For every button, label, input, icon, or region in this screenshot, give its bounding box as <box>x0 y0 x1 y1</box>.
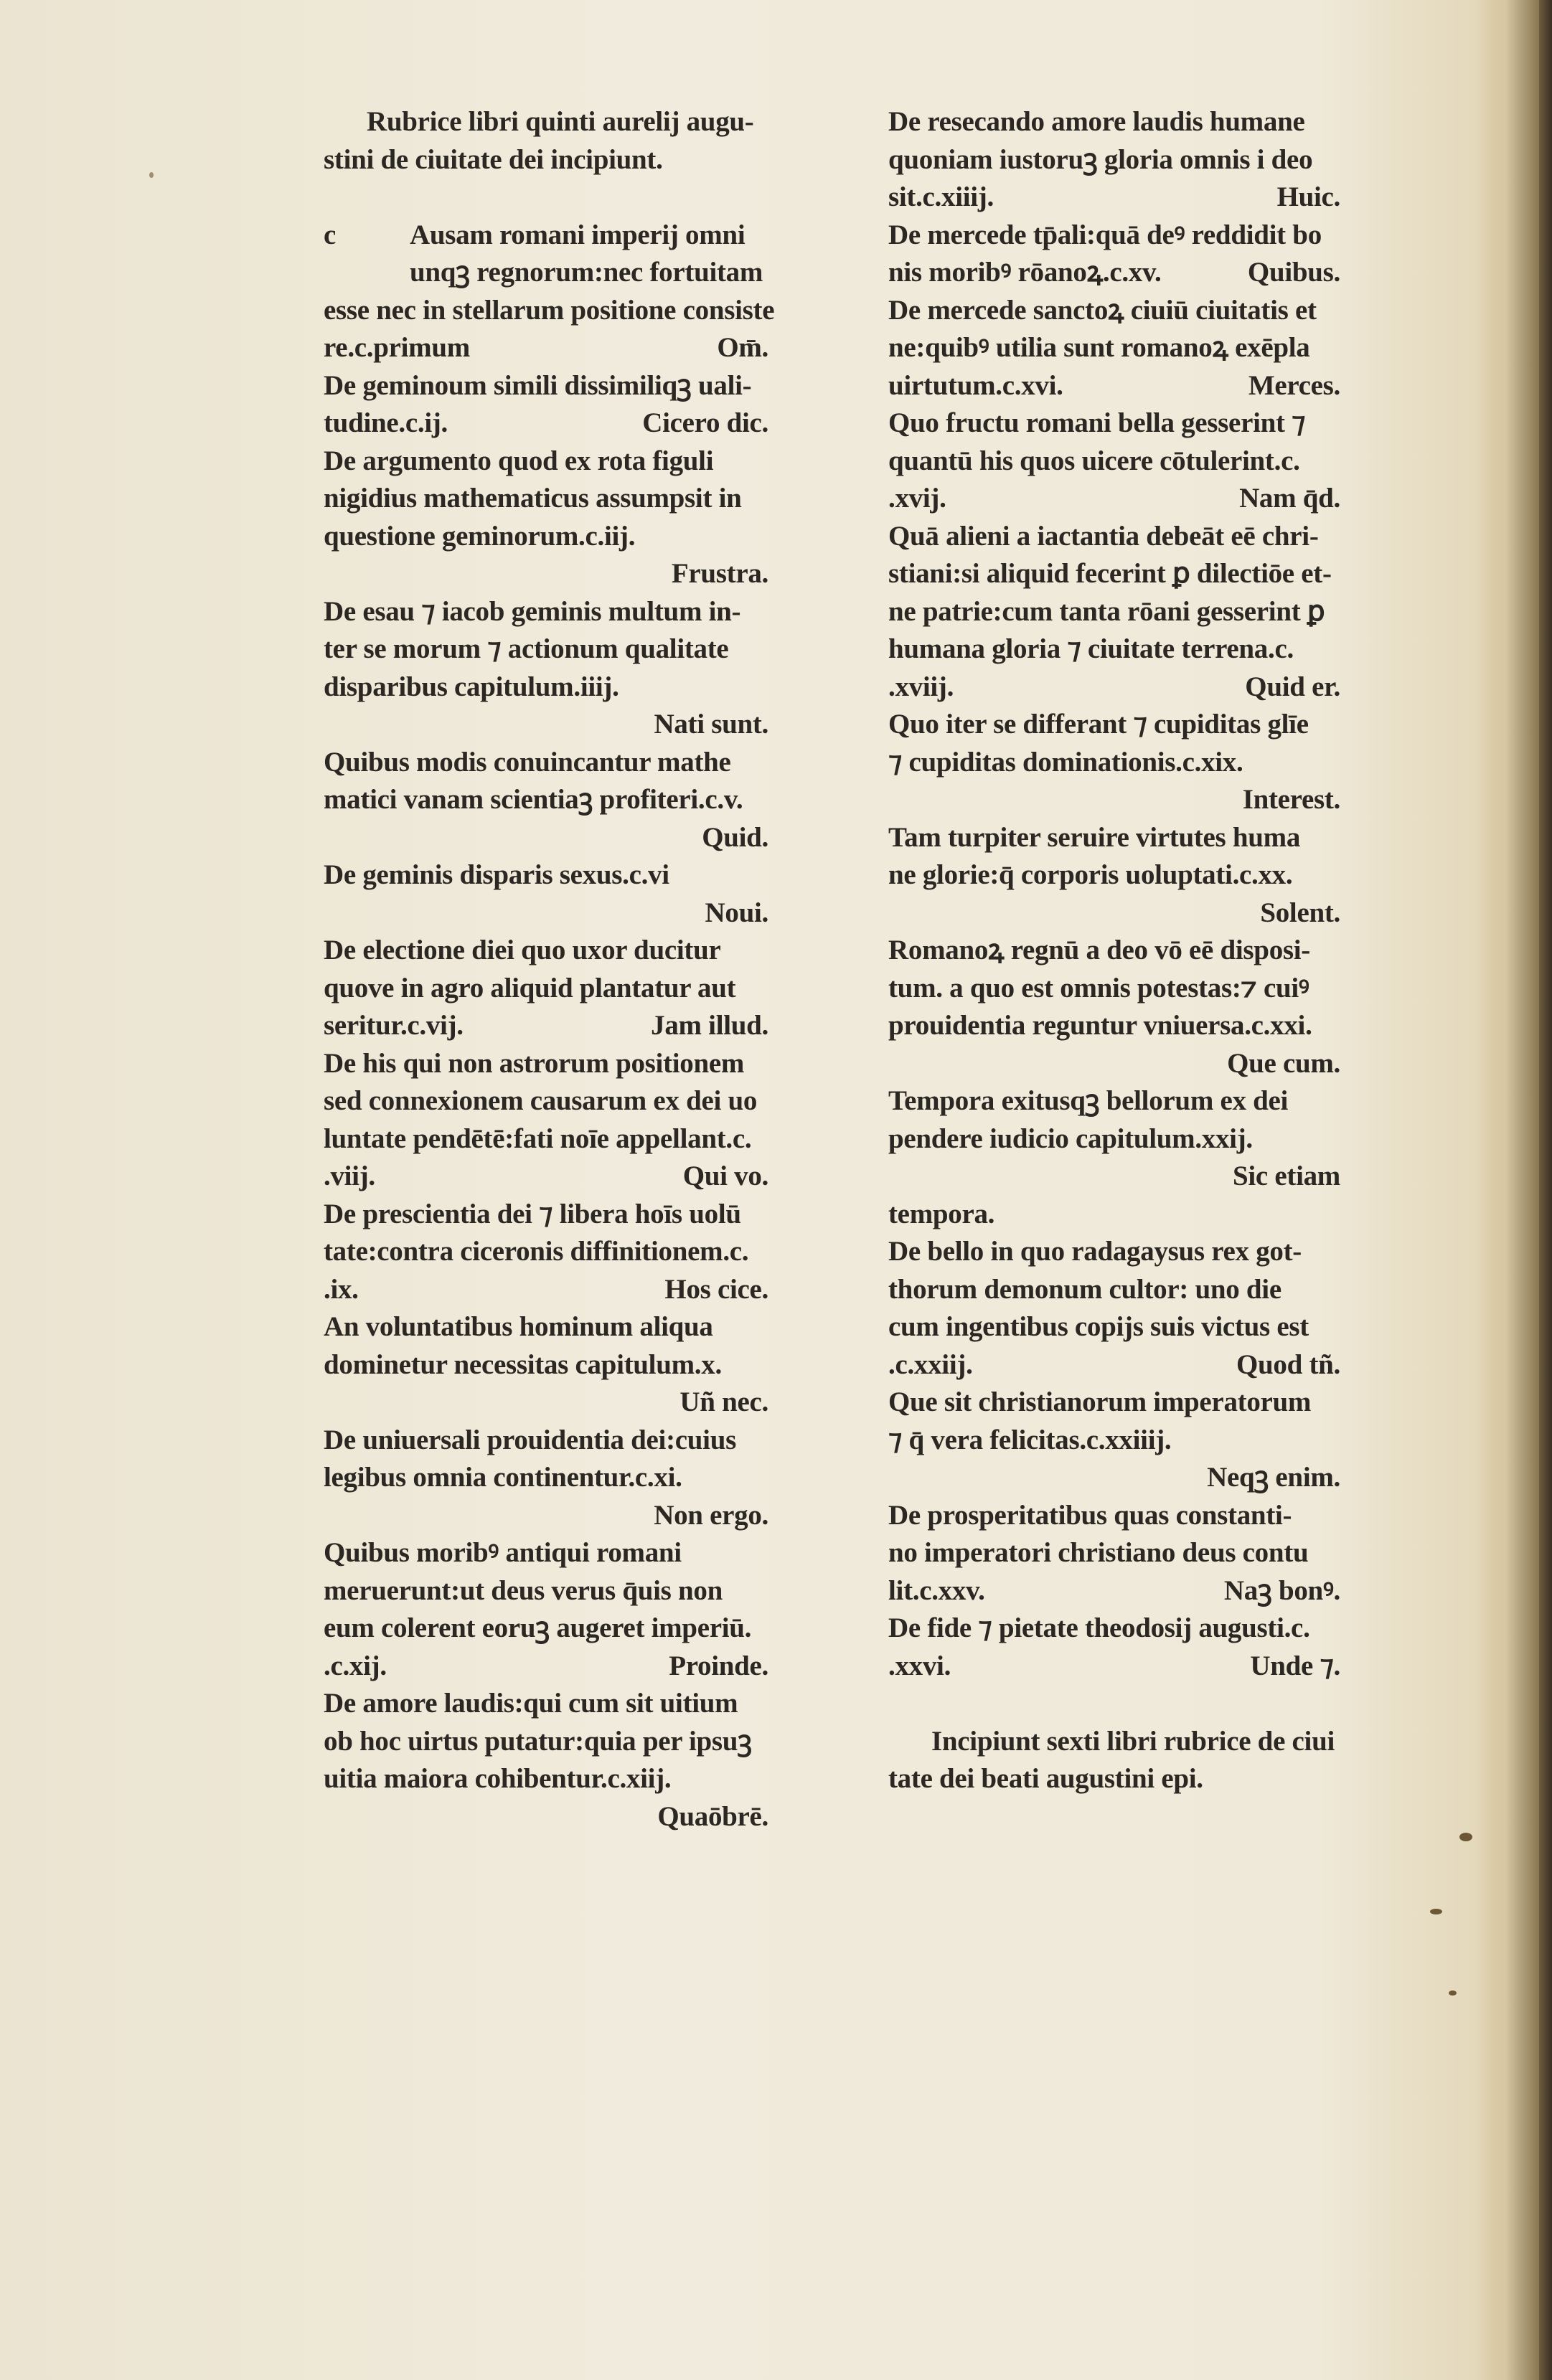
text-line <box>888 1045 1355 1083</box>
text-line <box>888 932 1355 970</box>
line-text: cum ingentibus copijs suis victus est <box>888 1311 1309 1342</box>
text-line <box>324 593 783 631</box>
line-text: sit.c.xiiij. <box>888 181 994 212</box>
line-text: De his qui non astrorum positionem <box>324 1047 745 1079</box>
text-line <box>888 367 1355 405</box>
chapter-incipit: Que cum. <box>1227 1047 1340 1079</box>
line-text: eum colerent eoruꝫ augeret imperiū. <box>324 1612 752 1643</box>
text-line <box>888 405 1355 443</box>
text-line <box>324 1346 783 1384</box>
chapter-incipit: Qui vo. <box>682 1161 768 1191</box>
text-line <box>324 1007 783 1045</box>
line-text: nigidius mathematicus assumpsit in <box>324 483 742 514</box>
line-text: Quo fructu romani bella gesserint ⁊ <box>888 407 1306 438</box>
text-line <box>888 1158 1355 1196</box>
text-line <box>888 179 1355 217</box>
chapter-incipit: Om̄. <box>717 332 768 363</box>
text-line <box>324 1422 783 1460</box>
line-text: uitia maiora cohibentur.c.xiij. <box>324 1763 672 1794</box>
text-line <box>324 254 783 292</box>
line-text: tate dei beati augustini epi. <box>888 1763 1203 1794</box>
line-text: ob hoc uirtus putatur:quia per ipsuꝫ <box>324 1725 752 1757</box>
text-line <box>888 518 1355 556</box>
line-text: De electione diei quo uxor ducitur <box>324 935 721 965</box>
text-line <box>888 1082 1355 1120</box>
line-text: De bello in quo radagaysus rex got- <box>888 1236 1302 1267</box>
line-text: legibus omnia continentur.c.xi. <box>324 1462 682 1493</box>
line-text: quoniam iustoruꝫ gloria omnis i deo <box>888 143 1313 175</box>
line-text: De prescientia dei ⁊ libera hoīs uolū <box>324 1198 741 1229</box>
text-line <box>324 1610 783 1648</box>
line-text: De esau ⁊ iacob geminis multum in- <box>324 595 741 627</box>
text-line <box>324 970 783 1008</box>
line-text: De prosperitatibus quas constanti- <box>888 1499 1292 1531</box>
line-text: esse nec in stellarum positione consiste <box>324 294 775 326</box>
line-text: De mercede sanctoꝝ ciuiū ciuitatis et <box>888 294 1317 326</box>
text-line <box>324 405 783 443</box>
text-line <box>324 781 783 819</box>
line-text: De geminis disparis sexus.c.vi <box>324 859 669 890</box>
text-line <box>888 555 1355 593</box>
line-text: De argumento quod ex rota figuli <box>324 445 714 476</box>
line-text: .xvij. <box>888 483 946 514</box>
line-text: ne glorie:q̄ corporis uoluptati.c.xx. <box>888 859 1293 890</box>
text-line <box>888 292 1355 330</box>
line-text: Quibus modis conuincantur mathe <box>324 746 731 778</box>
text-line <box>324 669 783 707</box>
text-line <box>888 1308 1355 1346</box>
line-text: Tam turpiter seruire virtutes huma <box>888 821 1301 853</box>
line-text: De amore laudis:qui cum sit uitium <box>324 1688 738 1719</box>
right-column <box>888 103 1355 1798</box>
line-text: ⁊ q̄ vera felicitas.c.xxiiij. <box>888 1424 1172 1455</box>
line-text: matici vanam scientiaꝫ profiteri.c.v. <box>324 784 743 815</box>
text-line <box>324 1196 783 1234</box>
line-text: Rubrice libri quinti aurelij augu- <box>367 106 754 137</box>
line-text: De fide ⁊ pietate theodosij augusti.c. <box>888 1612 1310 1643</box>
chapter-incipit: Uñ nec. <box>679 1387 768 1417</box>
text-line <box>324 141 783 179</box>
line-text: lit.c.xxv. <box>888 1574 985 1606</box>
text-line <box>324 1497 783 1535</box>
text-line <box>888 1723 1355 1761</box>
ink-spot <box>1430 1909 1442 1914</box>
line-text: Quo iter se differant ⁊ cupiditas glīe <box>888 709 1309 740</box>
line-text: nis moribꝰ rōanoꝝ.c.xv. <box>888 257 1162 288</box>
chapter-incipit: Jam illud. <box>651 1010 768 1041</box>
line-text: ter se morum ⁊ actionum qualitate <box>324 633 729 664</box>
text-line <box>324 856 783 894</box>
line-text: Ausam romani imperij omni <box>410 219 746 250</box>
text-line <box>324 1685 783 1723</box>
line-text: .viij. <box>324 1161 375 1191</box>
text-line <box>888 819 1355 857</box>
text-line <box>888 443 1355 481</box>
chapter-incipit: Quod tñ. <box>1236 1349 1340 1380</box>
line-text: .xviij. <box>888 671 954 702</box>
text-line <box>324 1648 783 1686</box>
text-line <box>324 1534 783 1572</box>
chapter-incipit: Non ergo. <box>654 1499 768 1531</box>
chapter-incipit: Unde ⁊. <box>1250 1650 1340 1681</box>
text-line <box>888 894 1355 932</box>
left-column <box>324 103 783 1836</box>
line-text: ne:quibꝰ utilia sunt romanoꝝ exēpla <box>888 332 1310 363</box>
chapter-incipit: Interest. <box>1242 784 1340 815</box>
line-text: .c.xxiij. <box>888 1349 973 1380</box>
text-line <box>888 1534 1355 1572</box>
text-line <box>888 1648 1355 1686</box>
text-line <box>888 1007 1355 1045</box>
line-text: seritur.c.vij. <box>324 1010 464 1041</box>
line-text: .xxvi. <box>888 1650 951 1681</box>
line-text: dominetur necessitas capitulum.x. <box>324 1349 722 1380</box>
line-text: thorum demonum cultor: uno die <box>888 1273 1281 1305</box>
chapter-incipit: Solent. <box>1260 897 1340 928</box>
text-line <box>888 669 1355 707</box>
text-line <box>324 518 783 556</box>
text-line <box>888 141 1355 179</box>
text-line <box>888 744 1355 782</box>
line-text: questione geminorum.c.iij. <box>324 520 636 552</box>
line-text: ⁊ cupiditas dominationis.c.xix. <box>888 746 1243 778</box>
text-line <box>888 1685 1355 1723</box>
line-text: pendere iudicio capitulum.xxij. <box>888 1123 1253 1154</box>
text-line <box>888 1346 1355 1384</box>
text-line <box>324 1271 783 1309</box>
line-text: tempora. <box>888 1198 995 1229</box>
text-line <box>324 480 783 518</box>
line-text: De uniuersali prouidentia dei:cuius <box>324 1424 736 1455</box>
text-line <box>324 1459 783 1497</box>
text-line <box>888 1459 1355 1497</box>
chapter-incipit: Proinde. <box>669 1650 768 1681</box>
text-line <box>888 1572 1355 1610</box>
line-text: luntate pendētē:fati noīe appellant.c. <box>324 1123 752 1154</box>
line-text: prouidentia reguntur vniuersa.c.xxi. <box>888 1010 1312 1041</box>
chapter-incipit: Frustra. <box>671 558 768 589</box>
text-line <box>324 1384 783 1422</box>
line-text: humana gloria ⁊ ciuitate terrena.c. <box>888 633 1294 664</box>
line-text: ne patrie:cum tanta rōani gesserint ꝑ <box>888 595 1325 627</box>
line-text: unqꝫ regnorum:nec fortuitam <box>410 257 763 288</box>
text-line <box>324 103 783 141</box>
line-text: Quibus moribꝰ antiqui romani <box>324 1537 682 1568</box>
text-line <box>888 1384 1355 1422</box>
line-text: Incipiunt sexti libri rubrice de ciui <box>931 1725 1335 1757</box>
text-line <box>888 1497 1355 1535</box>
text-line <box>324 819 783 857</box>
text-line <box>324 631 783 669</box>
text-line <box>888 631 1355 669</box>
line-text: An voluntatibus hominum aliqua <box>324 1311 713 1342</box>
text-line <box>324 1120 783 1158</box>
text-line <box>888 217 1355 255</box>
text-line <box>888 1422 1355 1460</box>
text-line <box>324 1723 783 1761</box>
line-text: .ix. <box>324 1273 359 1305</box>
text-line <box>888 1120 1355 1158</box>
line-text: Romanoꝝ regnū a deo vō eē disposi- <box>888 935 1310 965</box>
line-text: tudine.c.ij. <box>324 407 448 438</box>
text-line <box>324 894 783 932</box>
line-text: stiani:si aliquid fecerint ꝑ dilectiōe et- <box>888 558 1332 589</box>
chapter-incipit: Cicero dic. <box>642 407 768 438</box>
text-line <box>324 1572 783 1610</box>
text-line <box>324 179 783 217</box>
text-line <box>888 1271 1355 1309</box>
text-line <box>324 443 783 481</box>
text-line <box>888 593 1355 631</box>
line-text: quove in agro aliquid plantatur aut <box>324 972 736 1004</box>
chapter-incipit: Sic etiam <box>1232 1161 1340 1191</box>
text-line <box>324 1308 783 1346</box>
text-line <box>888 1196 1355 1234</box>
chapter-incipit: Quid. <box>702 821 768 853</box>
line-text: meruerunt:ut deus verus q̄uis non <box>324 1574 723 1606</box>
text-line <box>888 480 1355 518</box>
line-text: De mercede tp̄ali:quā deꝰ reddidit bo <box>888 219 1322 250</box>
line-text: Tempora exitusqꝫ bellorum ex dei <box>888 1085 1289 1116</box>
text-line <box>888 781 1355 819</box>
text-line <box>324 329 783 367</box>
line-content <box>324 217 745 255</box>
line-text: Quā alieni a iactantia debeāt eē chri- <box>888 520 1319 552</box>
text-line <box>324 706 783 744</box>
text-line <box>324 217 783 255</box>
guide-letter: c <box>324 219 337 250</box>
text-line <box>888 706 1355 744</box>
text-line <box>324 932 783 970</box>
ink-spot <box>1449 1991 1457 1996</box>
chapter-incipit: Quibus. <box>1247 257 1340 288</box>
text-line <box>324 367 783 405</box>
text-line <box>888 254 1355 292</box>
text-line <box>888 1610 1355 1648</box>
text-line <box>888 329 1355 367</box>
chapter-incipit: Quaōbrē. <box>657 1800 768 1832</box>
text-line <box>888 1760 1355 1798</box>
text-line <box>888 970 1355 1008</box>
page-edge-shadow <box>1475 0 1539 2380</box>
ink-spot <box>1459 1833 1472 1841</box>
line-text: tate:contra ciceronis diffinitionem.c. <box>324 1236 749 1267</box>
chapter-incipit: Neqꝫ enim. <box>1207 1462 1340 1493</box>
text-line <box>324 1760 783 1798</box>
line-text: tum. a quo est omnis potestas:⁊ cuiꝰ <box>888 972 1309 1004</box>
chapter-incipit: Hos cice. <box>664 1273 768 1305</box>
text-line <box>324 1233 783 1271</box>
text-line <box>324 1158 783 1196</box>
line-text: De geminoum simili dissimiliqꝫ uali- <box>324 369 752 401</box>
line-text: re.c.primum <box>324 332 470 363</box>
text-line <box>324 1045 783 1083</box>
line-text: disparibus capitulum.iiij. <box>324 671 619 702</box>
text-line <box>324 744 783 782</box>
text-line <box>888 856 1355 894</box>
line-text: Que sit christianorum imperatorum <box>888 1387 1312 1417</box>
text-line <box>324 555 783 593</box>
chapter-incipit: Merces. <box>1248 369 1340 401</box>
line-text: uirtutum.c.xvi. <box>888 369 1063 401</box>
text-line <box>324 1798 783 1836</box>
text-line <box>888 103 1355 141</box>
line-text: quantū his quos uicere cōtulerint.c. <box>888 445 1300 476</box>
ink-spot <box>149 172 154 178</box>
chapter-incipit: Nati sunt. <box>654 709 768 740</box>
chapter-incipit: Naꝫ bonꝰ. <box>1223 1574 1340 1606</box>
line-text: stini de ciuitate dei incipiunt. <box>324 143 663 175</box>
chapter-incipit: Huic. <box>1276 181 1340 212</box>
text-line <box>324 1082 783 1120</box>
line-text: De resecando amore laudis humane <box>888 106 1305 137</box>
chapter-incipit: Quid er. <box>1245 671 1340 702</box>
line-text: no imperatori christiano deus contu <box>888 1537 1309 1568</box>
line-text: .c.xij. <box>324 1650 387 1681</box>
line-text: sed connexionem causarum ex dei uo <box>324 1085 758 1116</box>
text-line <box>888 1233 1355 1271</box>
text-line <box>324 292 783 330</box>
chapter-incipit: Noui. <box>705 897 768 928</box>
chapter-incipit: Nam q̄d. <box>1239 483 1340 514</box>
